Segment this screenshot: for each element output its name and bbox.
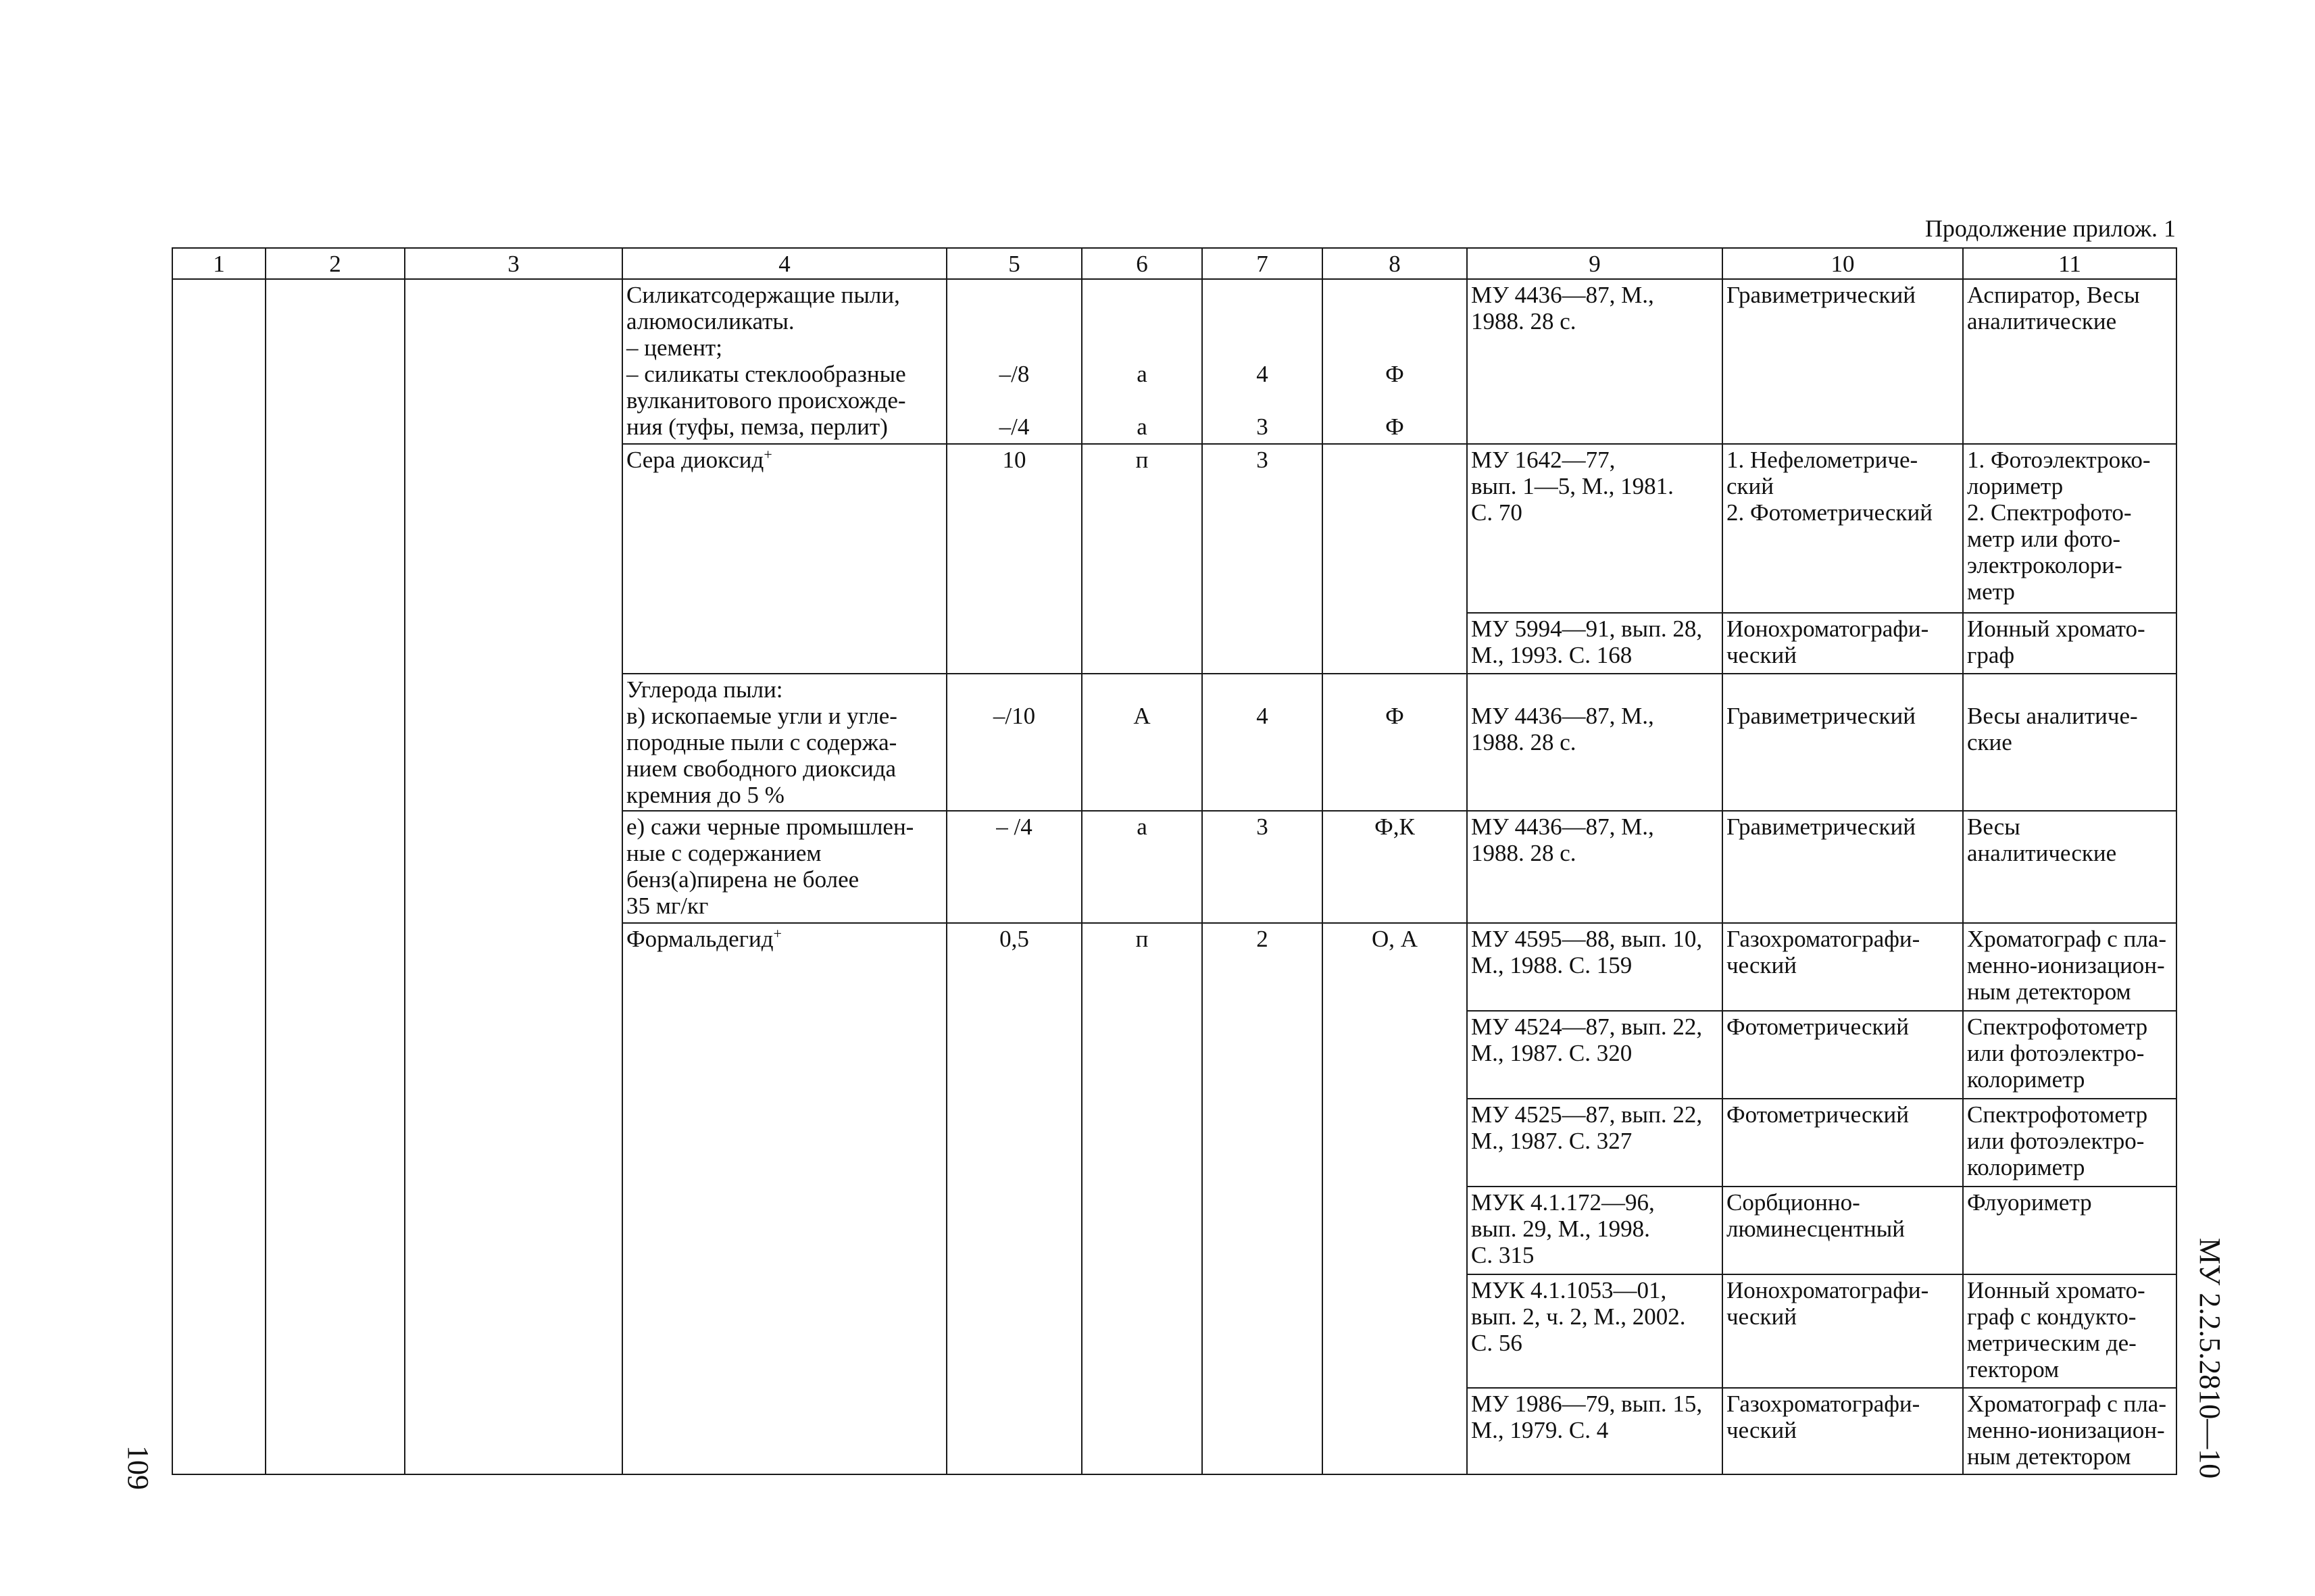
substance-line: – силикаты стеклообразные <box>626 361 906 387</box>
hazard-class-cell <box>1202 279 1322 444</box>
hazard-class-cell <box>1202 811 1322 923</box>
hazard-class-cell <box>1202 923 1322 1474</box>
aggregate-state-cell <box>1082 444 1202 674</box>
method-type-line: Фотометрический <box>1726 1014 1910 1040</box>
action-features: Ф,К <box>1374 814 1415 840</box>
method-type-line: ческий <box>1726 952 1797 978</box>
substance-cell <box>622 923 947 1474</box>
action-features: О, А <box>1371 926 1418 952</box>
method-document-line: МУ 4436—87, М., <box>1471 282 1654 308</box>
equipment-line: 2. Спектрофото- <box>1967 499 2132 526</box>
substance-line: – цемент; <box>626 334 722 361</box>
limit-value: 0,5 <box>999 926 1029 952</box>
substance-name: Формальдегид <box>626 926 774 952</box>
equipment-cell <box>1963 1187 2176 1274</box>
substance-line: ния (туфы, пемза, перлит) <box>626 414 888 440</box>
method-document-line: М., 1979. С. 4 <box>1471 1417 1609 1443</box>
equipment-cell <box>1963 1099 2176 1187</box>
equipment-line: ным детектором <box>1967 978 2131 1005</box>
substance-line: ные с содержанием <box>626 840 822 866</box>
aggregate-state: А <box>1133 703 1151 729</box>
substance-line: нием свободного диоксида <box>626 755 897 782</box>
action-features-cell <box>1322 674 1467 811</box>
substance-line: вулканитового происхожде- <box>626 387 906 414</box>
method-document-cell <box>1467 279 1722 444</box>
equipment-line: тектором <box>1967 1356 2060 1382</box>
equipment-line: Флуориметр <box>1967 1189 2092 1216</box>
method-document-line: МУ 1986—79, вып. 15, <box>1471 1391 1703 1417</box>
method-document-cell <box>1467 1274 1722 1388</box>
column-number: 6 <box>1082 248 1202 279</box>
limit-value: –/8 <box>999 361 1030 387</box>
aggregate-state: а <box>1137 361 1147 387</box>
method-type-line: 2. Фотометрический <box>1726 499 1933 526</box>
method-type-line: ский <box>1726 473 1774 499</box>
method-type-cell <box>1722 1099 1963 1187</box>
method-document-cell <box>1467 811 1722 923</box>
equipment-line: колориметр <box>1967 1066 2085 1093</box>
equipment-line: Ионный хромато- <box>1967 1277 2145 1303</box>
method-document-line: МУ 1642—77, <box>1471 447 1616 473</box>
substance-line: е) сажи черные промышлен- <box>626 814 914 840</box>
method-document-line: МУ 4524—87, вып. 22, <box>1471 1014 1703 1040</box>
method-type-line: Газохроматографи- <box>1726 1391 1920 1417</box>
equipment-cell <box>1963 674 2176 811</box>
method-document-cell <box>1467 1099 1722 1187</box>
method-type-cell <box>1722 444 1963 613</box>
substance-cell <box>622 811 947 923</box>
method-type-line: Гравиметрический <box>1726 703 1916 729</box>
method-type-cell <box>1722 674 1963 811</box>
table-row-silicate-dusts <box>172 279 2176 444</box>
method-document-cell <box>1467 674 1722 811</box>
method-type-line: Гравиметрический <box>1726 814 1916 840</box>
column-number: 4 <box>622 248 947 279</box>
method-document-line: М., 1987. С. 320 <box>1471 1040 1633 1066</box>
equipment-line: Весы аналитиче- <box>1967 703 2138 729</box>
method-document-line: М., 1993. С. 168 <box>1471 642 1633 668</box>
equipment-line: метр или фото- <box>1967 526 2121 552</box>
method-document-line: М., 1988. С. 159 <box>1471 952 1633 978</box>
limit-value: –/10 <box>993 703 1036 729</box>
equipment-cell <box>1963 1011 2176 1099</box>
method-document-line: 1988. 28 с. <box>1471 840 1576 866</box>
method-type-line: Газохроматографи- <box>1726 926 1920 952</box>
method-document-line: вып. 29, М., 1998. <box>1471 1216 1650 1242</box>
footnote-mark: + <box>764 446 772 463</box>
column-number: 1 <box>172 248 266 279</box>
method-type-line: Ионохроматографи- <box>1726 616 1929 642</box>
action-features-cell <box>1322 811 1467 923</box>
cell-col1 <box>172 279 266 1474</box>
equipment-line: колориметр <box>1967 1154 2085 1180</box>
footnote-mark: + <box>773 925 782 942</box>
method-type-cell <box>1722 279 1963 444</box>
method-document-line: МУК 4.1.1053—01, <box>1471 1277 1667 1303</box>
method-document-line: вып. 2, ч. 2, М., 2002. <box>1471 1303 1686 1330</box>
substance-line: Силикатсодержащие пыли, <box>626 282 900 308</box>
equipment-cell <box>1963 811 2176 923</box>
method-document-cell <box>1467 923 1722 1011</box>
equipment-line: Аспиратор, Весы <box>1967 282 2140 308</box>
equipment-line: электроколори- <box>1967 552 2122 578</box>
substance-line: породные пыли с содержа- <box>626 729 897 755</box>
substance-cell <box>622 444 947 674</box>
method-document-line: МУ 4436—87, М., <box>1471 703 1654 729</box>
substance-cell <box>622 674 947 811</box>
limit-value-cell <box>947 444 1082 674</box>
aggregate-state-cell <box>1082 674 1202 811</box>
equipment-cell <box>1963 1388 2176 1474</box>
substance-name: Сера диоксид <box>626 447 764 473</box>
method-document-cell <box>1467 1011 1722 1099</box>
hazard-class: 4 <box>1256 703 1268 729</box>
limit-value: 10 <box>1002 447 1026 473</box>
action-features-cell <box>1322 444 1467 674</box>
method-type-line: Сорбционно- <box>1726 1189 1860 1216</box>
action-features: Ф <box>1385 703 1404 729</box>
method-type-line: ческий <box>1726 642 1797 668</box>
equipment-line: менно-ионизацион- <box>1967 952 2165 978</box>
equipment-line: метр <box>1967 578 2015 605</box>
method-type-line: 1. Нефелометриче- <box>1726 447 1918 473</box>
action-features: Ф <box>1385 361 1404 387</box>
aggregate-state-cell <box>1082 923 1202 1474</box>
aggregate-state-cell <box>1082 811 1202 923</box>
method-type-cell <box>1722 811 1963 923</box>
equipment-line: аналитические <box>1967 308 2117 334</box>
method-document-line: МУ 4436—87, М., <box>1471 814 1654 840</box>
method-document-line: МУ 5994—91, вып. 28, <box>1471 616 1703 642</box>
equipment-line: 1. Фотоэлектроко- <box>1967 447 2151 473</box>
limit-value: – /4 <box>996 814 1032 840</box>
cell-col3 <box>405 279 622 1474</box>
continuation-note: Продолжение прилож. 1 <box>1924 215 2176 242</box>
method-document-line: МУ 4525—87, вып. 22, <box>1471 1101 1703 1128</box>
column-number: 7 <box>1202 248 1322 279</box>
method-type-line: ческий <box>1726 1303 1797 1330</box>
substance-line: кремния до 5 % <box>626 782 785 808</box>
substance-line: 35 мг/кг <box>626 893 709 919</box>
method-type-cell <box>1722 1274 1963 1388</box>
equipment-line: Хроматограф с пла- <box>1967 926 2166 952</box>
hazard-class: 4 <box>1256 361 1268 387</box>
equipment-line: или фотоэлектро- <box>1967 1040 2145 1066</box>
method-type-line: ческий <box>1726 1417 1797 1443</box>
equipment-line: Весы <box>1967 814 2020 840</box>
equipment-cell <box>1963 1274 2176 1388</box>
method-type-cell <box>1722 1187 1963 1274</box>
method-type-line: Гравиметрический <box>1726 282 1916 308</box>
equipment-line: граф с кондукто- <box>1967 1303 2137 1330</box>
substances-table <box>172 247 2177 1475</box>
hazard-class: 3 <box>1256 414 1268 440</box>
method-document-line: вып. 1—5, М., 1981. <box>1471 473 1674 499</box>
equipment-line: Спектрофотометр <box>1967 1101 2148 1128</box>
equipment-line: граф <box>1967 642 2015 668</box>
method-type-cell <box>1722 923 1963 1011</box>
equipment-line: лориметр <box>1967 473 2064 499</box>
method-type-cell <box>1722 613 1963 674</box>
column-number: 11 <box>1963 248 2176 279</box>
method-type-cell <box>1722 1011 1963 1099</box>
substance-cell <box>622 279 947 444</box>
column-number: 2 <box>266 248 405 279</box>
equipment-cell <box>1963 279 2176 444</box>
method-document-line: МУК 4.1.172—96, <box>1471 1189 1655 1216</box>
equipment-line: Хроматограф с пла- <box>1967 1391 2166 1417</box>
action-features: Ф <box>1385 414 1404 440</box>
cell-col2 <box>266 279 405 1474</box>
document-code: МУ 2.2.5.2810—10 <box>2193 1238 2226 1479</box>
equipment-line: или фотоэлектро- <box>1967 1128 2145 1154</box>
limit-value-cell <box>947 811 1082 923</box>
equipment-line: метрическим де- <box>1967 1330 2137 1356</box>
equipment-line: ские <box>1967 729 2012 755</box>
aggregate-state: а <box>1137 414 1147 440</box>
aggregate-state: п <box>1135 447 1149 473</box>
hazard-class: 3 <box>1256 814 1268 840</box>
column-number-row <box>172 248 2176 279</box>
column-number: 10 <box>1722 248 1963 279</box>
page-number: 109 <box>122 1445 155 1490</box>
substance-line: алюмосиликаты. <box>626 308 795 334</box>
column-number: 5 <box>947 248 1082 279</box>
hazard-class-cell <box>1202 444 1322 674</box>
aggregate-state: а <box>1137 814 1147 840</box>
method-document-line: МУ 4595—88, вып. 10, <box>1471 926 1703 952</box>
method-document-line: С. 70 <box>1471 499 1522 526</box>
equipment-line: ным детектором <box>1967 1443 2131 1470</box>
method-type-line: Ионохроматографи- <box>1726 1277 1929 1303</box>
hazard-class-cell <box>1202 674 1322 811</box>
method-document-line: С. 56 <box>1471 1330 1522 1356</box>
limit-value-cell <box>947 674 1082 811</box>
method-document-cell <box>1467 444 1722 613</box>
limit-value-cell <box>947 279 1082 444</box>
action-features-cell <box>1322 923 1467 1474</box>
aggregate-state: п <box>1135 926 1149 952</box>
equipment-cell <box>1963 923 2176 1011</box>
method-document-line: С. 315 <box>1471 1242 1535 1268</box>
equipment-line: менно-ионизацион- <box>1967 1417 2165 1443</box>
method-type-line: люминесцентный <box>1726 1216 1905 1242</box>
substance-line: в) ископаемые угли и угле- <box>626 703 897 729</box>
method-document-cell <box>1467 1388 1722 1474</box>
method-document-line: 1988. 28 с. <box>1471 729 1576 755</box>
equipment-line: аналитические <box>1967 840 2117 866</box>
column-number: 3 <box>405 248 622 279</box>
column-number: 9 <box>1467 248 1722 279</box>
column-number: 8 <box>1322 248 1467 279</box>
method-document-line: 1988. 28 с. <box>1471 308 1576 334</box>
equipment-line: Ионный хромато- <box>1967 616 2145 642</box>
substance-line: Углерода пыли: <box>626 676 783 703</box>
equipment-cell <box>1963 444 2176 613</box>
method-document-cell <box>1467 613 1722 674</box>
hazard-class: 2 <box>1256 926 1268 952</box>
method-type-cell <box>1722 1388 1963 1474</box>
substance-line: бенз(а)пирена не более <box>626 866 860 893</box>
limit-value-cell <box>947 923 1082 1474</box>
hazard-class: 3 <box>1256 447 1268 473</box>
method-type-line: Фотометрический <box>1726 1101 1910 1128</box>
equipment-line: Спектрофотометр <box>1967 1014 2148 1040</box>
aggregate-state-cell <box>1082 279 1202 444</box>
method-document-cell <box>1467 1187 1722 1274</box>
limit-value: –/4 <box>999 414 1030 440</box>
method-document-line: М., 1987. С. 327 <box>1471 1128 1633 1154</box>
action-features-cell <box>1322 279 1467 444</box>
equipment-cell <box>1963 613 2176 674</box>
